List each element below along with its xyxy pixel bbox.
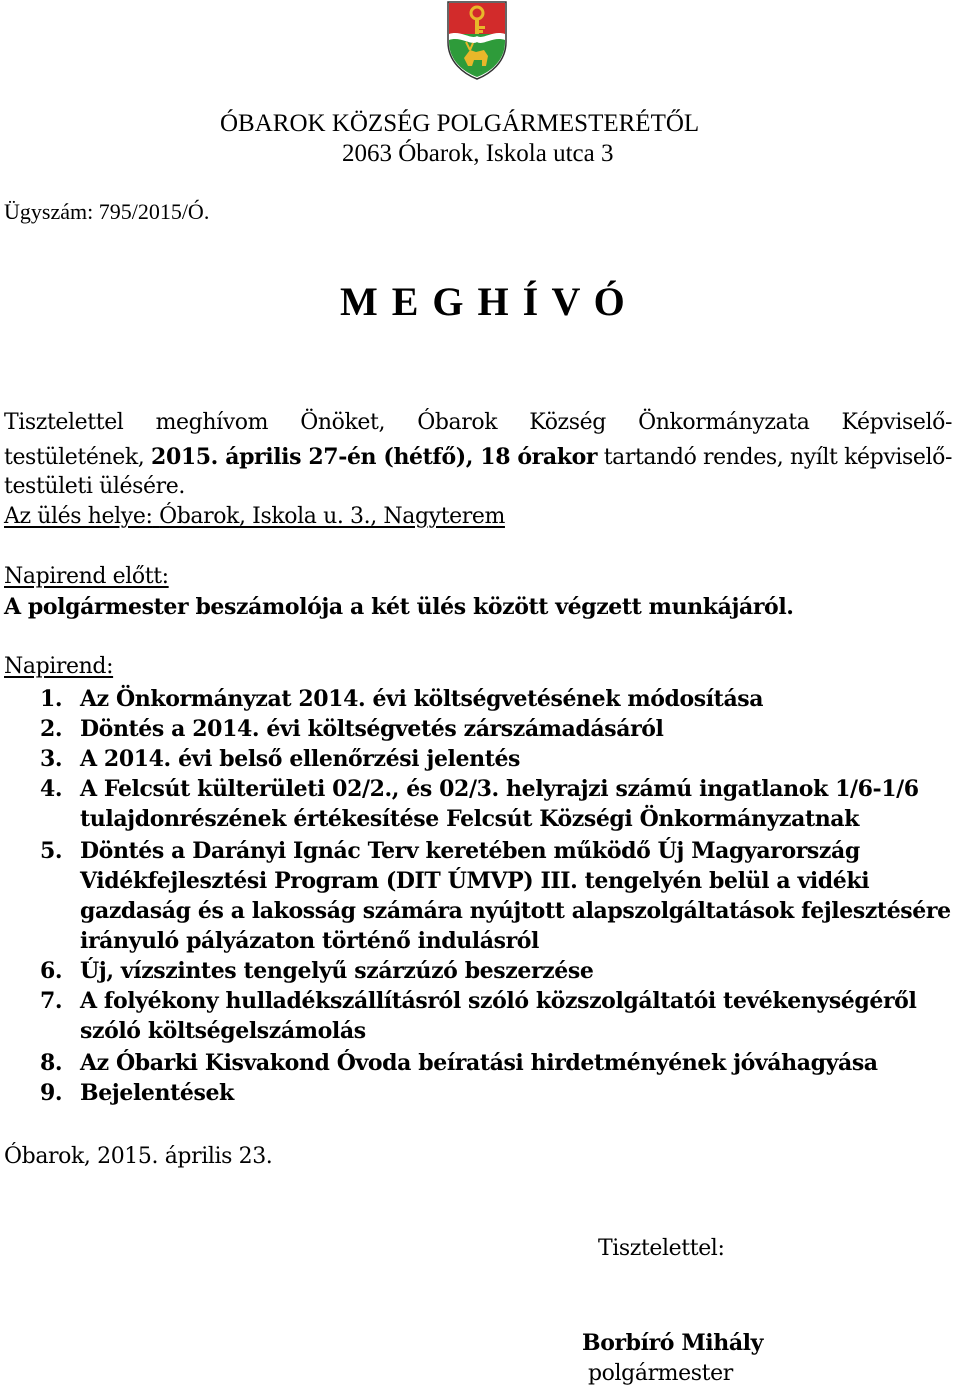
agenda-item-text-cont: irányuló pályázaton történő indulásról — [80, 928, 540, 954]
intro-line-2-post: tartandó rendes, nyílt képviselő- — [603, 445, 953, 470]
agenda-item-text: Az Óbarki Kisvakond Óvoda beíratási hirdetményének jóváhagyása — [80, 1050, 878, 1076]
agenda-heading: Napirend: — [4, 654, 114, 679]
agenda-item-number: 6. — [40, 958, 63, 984]
agenda-item-text: Az Önkormányzat 2014. évi költségvetésének módosítása — [80, 686, 764, 712]
office-address: 2063 Óbarok, Iskola utca 3 — [342, 140, 614, 167]
office-heading: ÓBAROK KÖZSÉG POLGÁRMESTERÉTŐL — [220, 110, 700, 137]
venue-label: Az ülés helye: — [4, 504, 153, 529]
intro-line-2-pre: testületének, — [4, 445, 145, 470]
agenda-item-text: A Felcsút külterületi 02/2., és 02/3. helyrajzi számú ingatlanok 1/6-1/6 — [80, 776, 919, 802]
venue-value: Óbarok, Iskola u. 3., Nagyterem — [159, 504, 505, 529]
intro-line-3: testületi ülésére. — [4, 474, 185, 499]
signatory-name: Borbíró Mihály — [582, 1330, 764, 1356]
coat-of-arms-icon — [446, 0, 508, 80]
agenda-item-text: Döntés a Darányi Ignác Terv keretében működő Új Magyarország — [80, 838, 860, 864]
agenda-item-text-cont: gazdaság és a lakosság számára nyújtott alapszolgáltatások fejlesztésére — [80, 898, 951, 924]
signatory-title: polgármester — [588, 1361, 733, 1386]
pre-agenda-heading: Napirend előtt: — [4, 564, 169, 589]
agenda-item-text: Bejelentések — [80, 1080, 234, 1106]
intro-line-2 — [4, 444, 952, 470]
agenda-item-number: 2. — [40, 716, 63, 742]
venue — [4, 504, 505, 529]
agenda-item-text: A folyékony hulladékszállításról szóló közszolgáltatói tevékenységéről — [80, 988, 917, 1014]
agenda-item-number: 9. — [40, 1080, 63, 1106]
place-and-date: Óbarok, 2015. április 23. — [4, 1144, 273, 1169]
agenda-item-text-cont: Vidékfejlesztési Program (DIT ÚMVP) III. tengelyén belül a vidéki — [80, 868, 870, 894]
agenda-item-text-cont: szóló költségelszámolás — [80, 1018, 366, 1044]
agenda-item-number: 1. — [40, 686, 63, 712]
agenda-item-number: 8. — [40, 1050, 63, 1076]
document-title: M E G H Í V Ó — [340, 279, 627, 324]
agenda-item-text: Döntés a 2014. évi költségvetés zárszámadásáról — [80, 716, 664, 742]
reference-number: Ügyszám: 795/2015/Ó. — [4, 199, 210, 224]
closing-salutation: Tisztelettel: — [598, 1236, 725, 1261]
agenda-item-number: 5. — [40, 838, 63, 864]
agenda-item-number: 7. — [40, 988, 63, 1014]
agenda-item-number: 3. — [40, 746, 63, 772]
agenda-item-text: A 2014. évi belső ellenőrzési jelentés — [80, 746, 521, 772]
agenda-item-number: 4. — [40, 776, 63, 802]
meeting-datetime: 2015. április 27-én (hétfő), 18 órakor — [151, 444, 598, 470]
agenda-item-text-cont: tulajdonrészének értékesítése Felcsút Községi Önkormányzatnak — [80, 806, 860, 832]
agenda-item-text: Új, vízszintes tengelyű szárzúzó beszerzése — [80, 958, 594, 984]
pre-agenda-text: A polgármester beszámolója a két ülés között végzett munkájáról. — [4, 594, 794, 620]
intro-line-1: Tisztelettel meghívom Önöket, Óbarok Község Önkormányzata Képviselő- — [4, 410, 952, 435]
